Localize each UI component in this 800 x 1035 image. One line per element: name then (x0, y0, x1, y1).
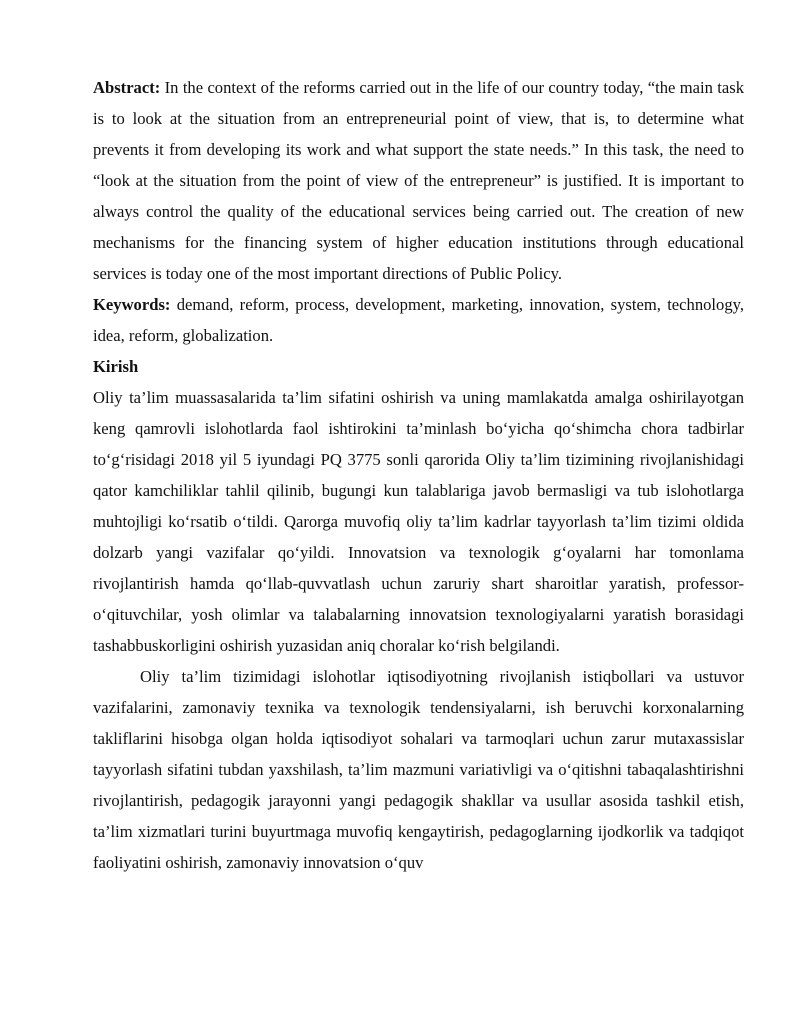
document-page (93, 72, 744, 878)
abstract-paragraph (93, 72, 744, 289)
abstract-text: In the context of the reforms carried out in the life of our country today, “the main task is to look at the situation from an entrepreneurial point of view, that is, to determine what prevents it from developing its work and what support the state needs.” In this task, the need to “look at the situation from the point of view of the entrepreneur” is justified. It is important to always control the quality of the educational services being carried out. The creation of new mechanisms for the financing system of higher education institutions through educational services is today one of the most important directions of Public Policy. (93, 78, 744, 283)
body-paragraph-2: Oliy ta’lim tizimidagi islohotlar iqtisodiyotning rivojlanish istiqbollari va ustuvor vazifalarini, zamonaviy texnika va texnologik tendensiyalarni, ish beruvchi korxonalarning takliflarini hisobga olgan holda iqtisodiyot sohalari va tarmoqlari uchun zarur mutaxassislar tayyorlash sifatini tubdan yaxshilash, ta’lim mazmuni variativligi va o‘qitishni tabaqalashtirishni rivojlantirish, pedagogik jarayonni yangi pedagogik shakllar va usullar asosida tashkil etish, ta’lim xizmatlari turini buyurtmaga muvofiq kengaytirish, pedagoglarning ijodkorlik va tadqiqot faoliyatini oshirish, zamonaviy innovatsion o‘quv (93, 667, 744, 872)
abstract-label: Abstract: (93, 78, 161, 97)
keywords-paragraph (93, 289, 744, 351)
keywords-text: demand, reform, process, development, marketing, innovation, system, technology, idea, reform, globalization. (93, 295, 744, 345)
keywords-label: Keywords: (93, 295, 171, 314)
body-paragraph-1: Oliy ta’lim muassasalarida ta’lim sifatini oshirish va uning mamlakatda amalga oshirilayotgan keng qamrovli islohotlarda faol ishtirokini ta’minlash bo‘yicha qo‘shimcha chora tadbirlar to‘g‘risidagi 2018 yil 5 iyundagi PQ 3775 sonli qarorida Oliy ta’lim tizimining rivojlanishidagi qator kamchiliklar tahlil qilinib, bugungi kun talablariga javob bermasligi va tub islohotlarga muhtojligi ko‘rsatib o‘tildi. Qarorga muvofiq oliy ta’lim kadrlar tayyorlash ta’lim tizimi oldida dolzarb yangi vazifalar qo‘yildi. Innovatsion va texnologik g‘oyalarni har tomonlama rivojlantirish hamda qo‘llab-quvvatlash uchun zaruriy shart sharoitlar yaratish, professor- o‘qituvchilar, yosh olimlar va talabalarning innovatsion texnologiyalarni yaratish borasidagi tashabbuskorligini oshirish yuzasidan aniq choralar ko‘rish belgilandi. (93, 388, 744, 655)
section-heading: Kirish (93, 357, 139, 376)
